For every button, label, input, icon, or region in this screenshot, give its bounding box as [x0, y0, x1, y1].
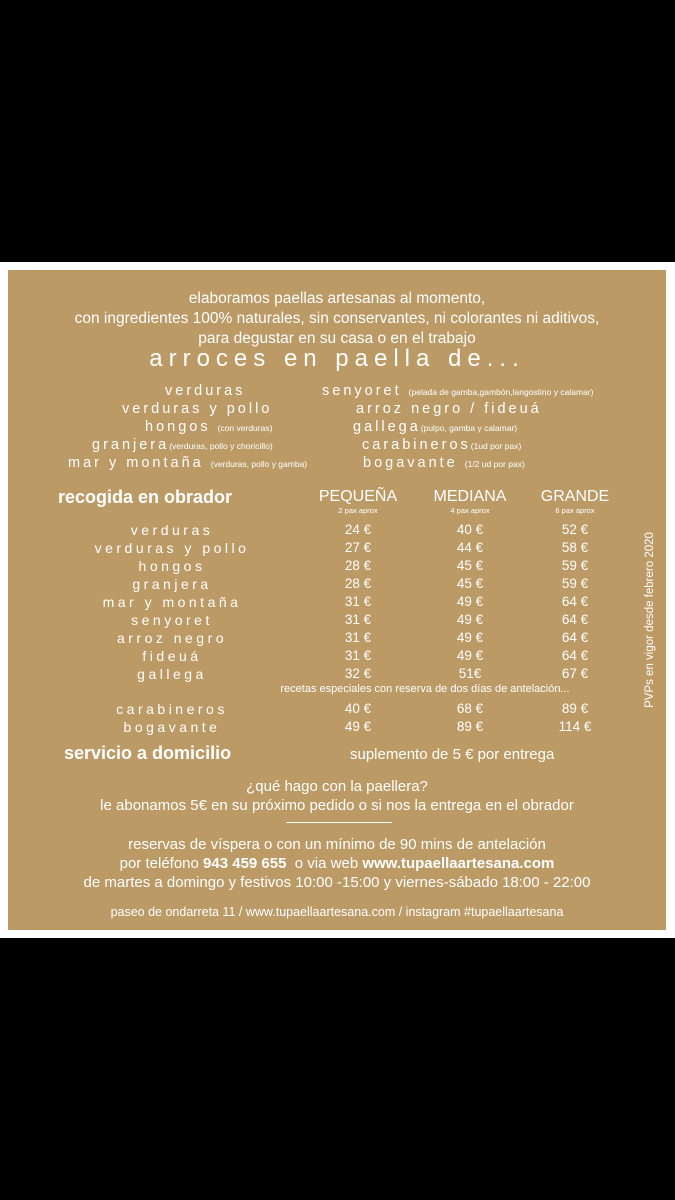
price-row-name: hongos — [138, 558, 206, 574]
delivery-text: suplemento de 5 € por entrega — [350, 746, 555, 763]
price-cell: 51€ — [458, 666, 482, 681]
price-cell: 89 € — [456, 719, 484, 734]
variety-right: gallega(pulpo, gamba y calamar) — [353, 419, 518, 435]
delivery-title: servicio a domicilio — [64, 743, 232, 763]
price-cell: 40 € — [456, 522, 484, 537]
price-cell: 52 € — [561, 522, 589, 537]
price-cell: 89 € — [561, 701, 589, 716]
price-cell: 28 € — [344, 576, 372, 591]
price-cell: 45 € — [456, 558, 484, 573]
price-cell: 31 € — [344, 630, 372, 645]
price-cell: 24 € — [344, 522, 372, 537]
price-row-name: senyoret — [131, 612, 213, 628]
price-cell: 64 € — [561, 594, 589, 609]
price-cell: 64 € — [561, 612, 589, 627]
price-cell: 44 € — [456, 540, 484, 555]
price-row-name: verduras y pollo — [94, 540, 250, 556]
intro-line-3: para degustar en su casa o en el trabajo — [198, 330, 476, 347]
price-cell: 31 € — [344, 648, 372, 663]
price-cell: 67 € — [561, 666, 589, 681]
price-cell: 59 € — [561, 576, 589, 591]
price-cell: 64 € — [561, 648, 589, 663]
size-small-label: PEQUEÑA — [318, 488, 398, 505]
variety-right: senyoret (pelada de gamba,gambón,langostino y calamar) — [322, 383, 594, 399]
variety-right: arroz negro / fideuá — [356, 401, 542, 417]
divider — [286, 822, 392, 823]
size-medium-label: MEDIANA — [433, 488, 507, 505]
contact-line: por teléfono 943 459 655 o via web www.tupaellaartesana.com — [119, 855, 555, 872]
variety-left: verduras — [165, 383, 246, 399]
price-cell: 49 € — [456, 630, 484, 645]
hours-line: de martes a domingo y festivos 10:00 -15:00 y viernes-sábado 18:00 - 22:00 — [83, 874, 591, 891]
website-link[interactable]: www.tupaellaartesana.com — [362, 855, 555, 872]
menu-heading: arroces en paella de... — [149, 345, 525, 372]
price-row-name: verduras — [130, 522, 214, 538]
price-cell: 45 € — [456, 576, 484, 591]
price-cell: 49 € — [456, 594, 484, 609]
validity-note: PVPs en vigor desde febrero 2020 — [644, 532, 656, 708]
footer-address: paseo de ondarreta 11 / www.tupaellaartesana.com / instagram #tupaellaartesana — [110, 905, 564, 919]
price-cell: 28 € — [344, 558, 372, 573]
price-cell: 31 € — [344, 612, 372, 627]
price-cell: 49 € — [344, 719, 372, 734]
price-cell: 40 € — [344, 701, 372, 716]
phone-number[interactable]: 943 459 655 — [203, 855, 287, 872]
reserve-line: reservas de víspera o con un mínimo de 90 mins de antelación — [128, 836, 546, 853]
price-cell: 49 € — [456, 648, 484, 663]
price-cell: 49 € — [456, 612, 484, 627]
price-row-name: bogavante — [123, 719, 221, 735]
price-cell: 58 € — [561, 540, 589, 555]
intro-line-2: con ingredientes 100% naturales, sin conservantes, ni colorantes ni aditivos, — [74, 310, 600, 327]
variety-left: verduras y pollo — [122, 401, 273, 417]
price-row-name: carabineros — [116, 701, 228, 717]
price-cell: 27 € — [344, 540, 372, 555]
size-medium-sub: 4 pax aprox — [450, 506, 490, 515]
variety-right: carabineros(1ud por pax) — [362, 437, 522, 453]
price-cell: 114 € — [558, 719, 592, 734]
paellera-question: ¿qué hago con la paellera? — [246, 778, 428, 795]
price-row-name: mar y montaña — [102, 594, 242, 610]
price-row-name: arroz negro — [116, 630, 228, 646]
price-cell: 68 € — [456, 701, 484, 716]
variety-left: hongos (con verduras) — [145, 419, 273, 435]
intro-line-1: elaboramos paellas artesanas al momento, — [188, 290, 486, 307]
price-cell: 64 € — [561, 630, 589, 645]
size-large-sub: 6 pax aprox — [555, 506, 595, 515]
special-note: recetas especiales con reserva de dos días de antelación... — [280, 683, 570, 695]
price-row-name: granjera — [132, 576, 212, 592]
variety-right: bogavante (1/2 ud por pax) — [363, 455, 525, 471]
price-row-name: fideuá — [142, 648, 202, 664]
price-cell: 32 € — [344, 666, 372, 681]
variety-left: mar y montaña (verduras, pollo y gamba) — [68, 455, 308, 471]
price-cell: 59 € — [561, 558, 589, 573]
variety-left: granjera(verduras, pollo y choricillo) — [92, 437, 273, 453]
size-small-sub: 2 pax aprox — [338, 506, 378, 515]
pickup-title: recogida en obrador — [58, 487, 233, 507]
price-cell: 31 € — [344, 594, 372, 609]
price-row-name: gallega — [137, 666, 207, 682]
size-large-label: GRANDE — [540, 488, 610, 505]
paellera-answer: le abonamos 5€ en su próximo pedido o si nos la entrega en el obrador — [100, 797, 574, 814]
